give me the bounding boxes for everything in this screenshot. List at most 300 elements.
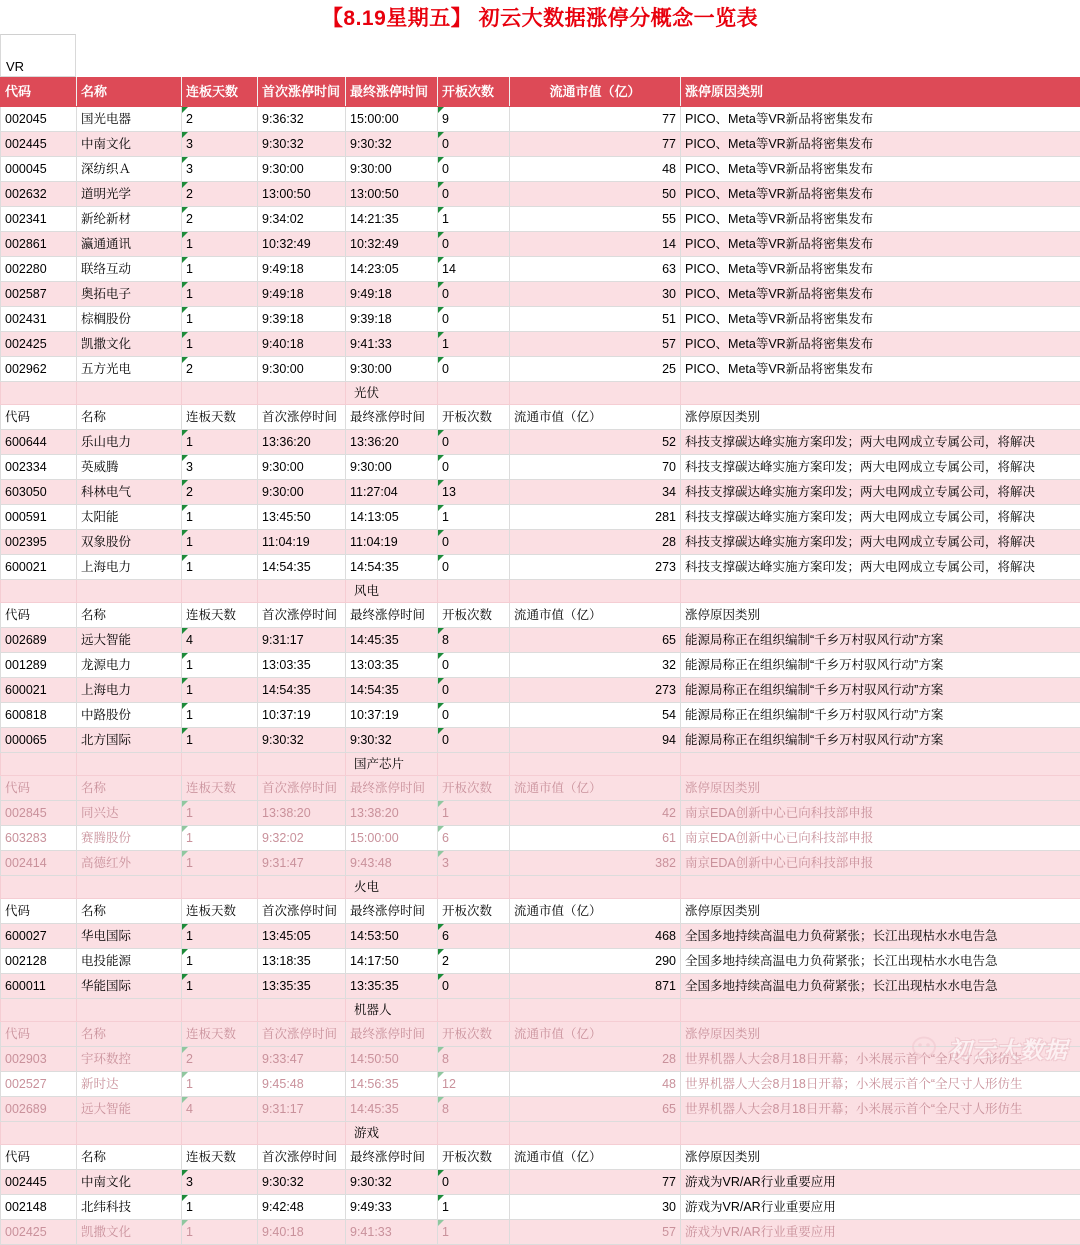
cell-reason: 能源局称正在组织编制“千乡万村驭风行动”方案 [681,628,1080,653]
cell-first-time: 9:30:32 [258,132,346,157]
cell-name: 中南文化 [77,1170,182,1195]
header-open-count[interactable]: 开板次数 [438,78,510,107]
cell-flag-icon [438,555,444,561]
subheader-first-time[interactable]: 首次涨停时间 [258,603,346,628]
cell-reason: 科技支撑碳达峰实施方案印发；两大电网成立专属公司，将解决 [681,480,1080,505]
cell-flag-icon [438,851,444,857]
subheader-code[interactable]: 代码 [1,1145,77,1170]
table-row[interactable] [1,332,1080,357]
cell-days: 4 [182,1097,258,1122]
cell-name: 科林电气 [77,480,182,505]
header-reason[interactable]: 涨停原因类别 [681,78,1080,107]
section-title-5[interactable]: 机器人 [346,999,438,1022]
cell-last-time: 9:30:32 [346,1170,438,1195]
subheader-days[interactable]: 连板天数 [182,776,258,801]
table-row[interactable] [1,974,1080,999]
header-days[interactable]: 连板天数 [182,78,258,107]
cell-code: 002425 [1,332,77,357]
section-tag-vr[interactable]: VR [0,34,76,77]
cell-reason: PICO、Meta等VR新品将密集发布 [681,182,1080,207]
subheader-open-count[interactable]: 开板次数 [438,776,510,801]
cell-days: 1 [182,851,258,876]
section-title-pad [510,999,681,1022]
cell-name: 新时达 [77,1072,182,1097]
subheader-code[interactable]: 代码 [1,405,77,430]
cell-code: 002431 [1,307,77,332]
cell-code: 002445 [1,132,77,157]
cell-flag-icon [182,132,188,138]
cell-name: 双象股份 [77,530,182,555]
header-last-time[interactable]: 最终涨停时间 [346,78,438,107]
cell-flag-icon [438,653,444,659]
cell-open-count: 0 [438,530,510,555]
cell-reason: 南京EDA创新中心已向科技部申报 [681,801,1080,826]
cell-market-cap: 281 [510,505,681,530]
cell-reason: 全国多地持续高温电力负荷紧张；长江出现枯水水电告急 [681,949,1080,974]
subheader-code[interactable]: 代码 [1,899,77,924]
subheader-reason[interactable]: 涨停原因类别 [681,1145,1080,1170]
cell-code: 002527 [1,1072,77,1097]
subheader-name[interactable]: 名称 [77,776,182,801]
table-row[interactable] [1,728,1080,753]
cell-last-time: 14:13:05 [346,505,438,530]
cell-open-count: 0 [438,430,510,455]
subheader-name[interactable]: 名称 [77,603,182,628]
subheader-reason[interactable]: 涨停原因类别 [681,405,1080,430]
subheader-days[interactable]: 连板天数 [182,405,258,430]
cell-first-time: 9:31:17 [258,1097,346,1122]
cell-open-count: 0 [438,307,510,332]
table-row[interactable] [1,505,1080,530]
table-row[interactable] [1,207,1080,232]
table-row[interactable] [1,1170,1080,1195]
table-row[interactable] [1,851,1080,876]
table-row[interactable] [1,924,1080,949]
cell-flag-icon [182,257,188,263]
cell-code: 002632 [1,182,77,207]
cell-code: 002861 [1,232,77,257]
cell-code: 600021 [1,555,77,580]
table-row[interactable] [1,1047,1080,1072]
table-row[interactable] [1,107,1080,132]
cell-reason: PICO、Meta等VR新品将密集发布 [681,232,1080,257]
section-title-pad [182,1122,258,1145]
cell-name: 龙源电力 [77,653,182,678]
cell-market-cap: 50 [510,182,681,207]
subheader-first-time[interactable]: 首次涨停时间 [258,1145,346,1170]
cell-flag-icon [182,555,188,561]
cell-days: 1 [182,974,258,999]
stock-limit-up-table [0,77,1080,1245]
table-row[interactable] [1,703,1080,728]
subheader-open-count[interactable]: 开板次数 [438,603,510,628]
cell-first-time: 9:30:32 [258,1170,346,1195]
cell-market-cap: 28 [510,530,681,555]
subheader-days[interactable]: 连板天数 [182,899,258,924]
subheader-market-cap[interactable]: 流通市值（亿） [510,1022,681,1047]
table-row[interactable] [1,282,1080,307]
cell-code: 600027 [1,924,77,949]
cell-market-cap: 54 [510,703,681,728]
table-row[interactable] [1,826,1080,851]
cell-open-count: 1 [438,505,510,530]
cell-first-time: 9:31:47 [258,851,346,876]
cell-last-time: 14:45:35 [346,628,438,653]
cell-first-time: 9:30:00 [258,455,346,480]
subheader-last-time[interactable]: 最终涨停时间 [346,405,438,430]
cell-first-time: 9:40:18 [258,332,346,357]
subheader-name[interactable]: 名称 [77,899,182,924]
cell-reason: 能源局称正在组织编制“千乡万村驭风行动”方案 [681,728,1080,753]
cell-last-time: 13:03:35 [346,653,438,678]
cell-last-time: 11:27:04 [346,480,438,505]
cell-name: 北纬科技 [77,1195,182,1220]
header-name[interactable]: 名称 [77,78,182,107]
cell-market-cap: 30 [510,282,681,307]
cell-reason: PICO、Meta等VR新品将密集发布 [681,257,1080,282]
cell-days: 1 [182,801,258,826]
cell-name: 奥拓电子 [77,282,182,307]
cell-flag-icon [182,1170,188,1176]
cell-name: 上海电力 [77,555,182,580]
section-title-6[interactable]: 游戏 [346,1122,438,1145]
cell-last-time: 14:53:50 [346,924,438,949]
cell-flag-icon [182,1072,188,1078]
cell-open-count: 0 [438,555,510,580]
cell-days: 3 [182,455,258,480]
section-title-pad [182,753,258,776]
cell-open-count: 0 [438,357,510,382]
cell-last-time: 9:43:48 [346,851,438,876]
cell-market-cap: 290 [510,949,681,974]
cell-name: 五方光电 [77,357,182,382]
subheader-days[interactable]: 连板天数 [182,1022,258,1047]
section-title-pad [1,1122,77,1145]
cell-code: 002445 [1,1170,77,1195]
table-row[interactable] [1,307,1080,332]
section-title-pad [1,876,77,899]
section-title-pad [77,876,182,899]
cell-flag-icon [182,357,188,363]
table-row[interactable] [1,801,1080,826]
table-row[interactable] [1,555,1080,580]
section-title-pad [438,580,510,603]
subheader-reason[interactable]: 涨停原因类别 [681,776,1080,801]
section-title-pad [258,1122,346,1145]
cell-flag-icon [182,1097,188,1103]
cell-open-count: 9 [438,107,510,132]
cell-open-count: 1 [438,332,510,357]
cell-reason: 世界机器人大会8月18日开幕；小米展示首个“全尺寸人形仿生 [681,1047,1080,1072]
table-row[interactable] [1,1195,1080,1220]
table-row[interactable] [1,182,1080,207]
cell-code: 002334 [1,455,77,480]
cell-last-time: 13:00:50 [346,182,438,207]
cell-last-time: 10:37:19 [346,703,438,728]
cell-market-cap: 77 [510,107,681,132]
cell-market-cap: 52 [510,430,681,455]
subheader-code[interactable]: 代码 [1,1022,77,1047]
subheader-last-time[interactable]: 最终涨停时间 [346,1145,438,1170]
subheader-open-count[interactable]: 开板次数 [438,899,510,924]
cell-days: 1 [182,1072,258,1097]
subheader-code[interactable]: 代码 [1,776,77,801]
cell-flag-icon [182,455,188,461]
cell-first-time: 13:45:50 [258,505,346,530]
cell-market-cap: 42 [510,801,681,826]
cell-days: 1 [182,728,258,753]
cell-first-time: 9:40:18 [258,1220,346,1245]
cell-name: 国光电器 [77,107,182,132]
section-title-pad [510,876,681,899]
table-row[interactable] [1,132,1080,157]
section-title-pad [258,382,346,405]
cell-first-time: 11:04:19 [258,530,346,555]
header-first-time[interactable]: 首次涨停时间 [258,78,346,107]
cell-market-cap: 34 [510,480,681,505]
section-title-1[interactable]: 光伏 [346,382,438,405]
section-title-pad [258,999,346,1022]
subheader-last-time[interactable]: 最终涨停时间 [346,1022,438,1047]
section-title-pad [258,876,346,899]
cell-market-cap: 273 [510,678,681,703]
cell-name: 新纶新材 [77,207,182,232]
cell-last-time: 13:36:20 [346,430,438,455]
cell-market-cap: 77 [510,1170,681,1195]
cell-code: 002689 [1,1097,77,1122]
cell-name: 远大智能 [77,1097,182,1122]
section-title-pad [438,1122,510,1145]
section-title-pad [681,382,1080,405]
cell-flag-icon [438,157,444,163]
cell-reason: 游戏为VR/AR行业重要应用 [681,1170,1080,1195]
subheader-market-cap[interactable]: 流通市值（亿） [510,603,681,628]
cell-market-cap: 871 [510,974,681,999]
subheader-reason[interactable]: 涨停原因类别 [681,899,1080,924]
table-row[interactable] [1,357,1080,382]
table-row[interactable] [1,1220,1080,1245]
cell-open-count: 0 [438,728,510,753]
subheader-first-time[interactable]: 首次涨停时间 [258,899,346,924]
cell-code: 002414 [1,851,77,876]
table-row[interactable] [1,653,1080,678]
section-title-pad [77,382,182,405]
cell-flag-icon [438,182,444,188]
section-title-pad [438,382,510,405]
section-title-pad [182,580,258,603]
subheader-last-time[interactable]: 最终涨停时间 [346,899,438,924]
subheader-open-count[interactable]: 开板次数 [438,405,510,430]
cell-last-time: 9:49:33 [346,1195,438,1220]
section-title-pad [77,1122,182,1145]
table-row[interactable] [1,455,1080,480]
table-row[interactable] [1,232,1080,257]
section-title-pad [681,876,1080,899]
table-row[interactable] [1,480,1080,505]
cell-reason: 科技支撑碳达峰实施方案印发；两大电网成立专属公司，将解决 [681,430,1080,455]
cell-market-cap: 14 [510,232,681,257]
cell-market-cap: 48 [510,1072,681,1097]
section-title-pad [510,1122,681,1145]
subheader-name[interactable]: 名称 [77,1022,182,1047]
cell-first-time: 9:36:32 [258,107,346,132]
subheader-first-time[interactable]: 首次涨停时间 [258,1022,346,1047]
cell-name: 华电国际 [77,924,182,949]
tag-row [0,34,1080,77]
cell-first-time: 14:54:35 [258,678,346,703]
cell-open-count: 0 [438,232,510,257]
cell-name: 凯撒文化 [77,332,182,357]
section-title-3[interactable]: 国产芯片 [346,753,438,776]
cell-market-cap: 51 [510,307,681,332]
cell-days: 2 [182,182,258,207]
cell-last-time: 10:32:49 [346,232,438,257]
subheader-days[interactable]: 连板天数 [182,603,258,628]
cell-flag-icon [438,628,444,634]
section-title-pad [1,753,77,776]
table-row[interactable] [1,257,1080,282]
subheader-market-cap[interactable]: 流通市值（亿） [510,1145,681,1170]
cell-name: 上海电力 [77,678,182,703]
subheader-code[interactable]: 代码 [1,603,77,628]
cell-name: 中南文化 [77,132,182,157]
cell-code: 002425 [1,1220,77,1245]
cell-flag-icon [438,132,444,138]
table-row[interactable] [1,678,1080,703]
table-row[interactable] [1,1072,1080,1097]
subheader-reason[interactable]: 涨停原因类别 [681,1022,1080,1047]
cell-last-time: 9:30:32 [346,728,438,753]
cell-first-time: 9:34:02 [258,207,346,232]
cell-market-cap: 273 [510,555,681,580]
cell-flag-icon [182,282,188,288]
cell-open-count: 0 [438,132,510,157]
cell-first-time: 9:30:00 [258,480,346,505]
section-title-2[interactable]: 风电 [346,580,438,603]
cell-flag-icon [182,1220,188,1226]
cell-flag-icon [438,703,444,709]
cell-name: 道明光学 [77,182,182,207]
cell-code: 600011 [1,974,77,999]
cell-flag-icon [182,157,188,163]
subheader-last-time[interactable]: 最终涨停时间 [346,603,438,628]
cell-code: 002280 [1,257,77,282]
cell-code: 001289 [1,653,77,678]
table-row[interactable] [1,157,1080,182]
subheader-reason[interactable]: 涨停原因类别 [681,603,1080,628]
section-title-row [1,1122,1080,1145]
cell-days: 1 [182,1195,258,1220]
cell-name: 联络互动 [77,257,182,282]
cell-flag-icon [438,480,444,486]
subheader-name[interactable]: 名称 [77,1145,182,1170]
cell-market-cap: 61 [510,826,681,851]
section-title-4[interactable]: 火电 [346,876,438,899]
cell-open-count: 0 [438,653,510,678]
cell-open-count: 8 [438,1097,510,1122]
subheader-name[interactable]: 名称 [77,405,182,430]
header-market-cap[interactable]: 流通市值（亿） [510,78,681,107]
subheader-last-time[interactable]: 最终涨停时间 [346,776,438,801]
cell-flag-icon [182,480,188,486]
section-subheader-row [1,899,1080,924]
table-row[interactable] [1,949,1080,974]
section-title-pad [258,753,346,776]
cell-first-time: 13:18:35 [258,949,346,974]
cell-reason: PICO、Meta等VR新品将密集发布 [681,282,1080,307]
cell-code: 002903 [1,1047,77,1072]
section-title-pad [1,999,77,1022]
cell-name: 凯撒文化 [77,1220,182,1245]
table-row[interactable] [1,1097,1080,1122]
cell-last-time: 14:21:35 [346,207,438,232]
cell-first-time: 9:49:18 [258,282,346,307]
cell-last-time: 14:45:35 [346,1097,438,1122]
cell-flag-icon [438,678,444,684]
cell-flag-icon [182,678,188,684]
cell-open-count: 1 [438,801,510,826]
cell-flag-icon [438,307,444,313]
cell-flag-icon [182,924,188,930]
title-bar [0,0,1080,34]
cell-reason: 能源局称正在组织编制“千乡万村驭风行动”方案 [681,678,1080,703]
table-row[interactable] [1,530,1080,555]
section-title-row [1,876,1080,899]
cell-flag-icon [438,1097,444,1103]
cell-name: 中路股份 [77,703,182,728]
section-title-pad [510,580,681,603]
cell-days: 1 [182,555,258,580]
cell-name: 华能国际 [77,974,182,999]
section-title-pad [510,382,681,405]
cell-days: 1 [182,703,258,728]
cell-flag-icon [438,801,444,807]
cell-reason: 世界机器人大会8月18日开幕；小米展示首个“全尺寸人形仿生 [681,1097,1080,1122]
cell-open-count: 0 [438,157,510,182]
subheader-days[interactable]: 连板天数 [182,1145,258,1170]
cell-last-time: 9:30:32 [346,132,438,157]
section-title-pad [77,999,182,1022]
subheader-open-count[interactable]: 开板次数 [438,1022,510,1047]
cell-reason: PICO、Meta等VR新品将密集发布 [681,307,1080,332]
cell-market-cap: 77 [510,132,681,157]
subheader-first-time[interactable]: 首次涨停时间 [258,776,346,801]
cell-code: 600021 [1,678,77,703]
subheader-open-count[interactable]: 开板次数 [438,1145,510,1170]
subheader-market-cap[interactable]: 流通市值（亿） [510,899,681,924]
cell-code: 002395 [1,530,77,555]
cell-last-time: 9:30:00 [346,157,438,182]
subheader-first-time[interactable]: 首次涨停时间 [258,405,346,430]
cell-flag-icon [182,232,188,238]
section-subheader-row [1,1022,1080,1047]
section-title-pad [77,580,182,603]
table-row[interactable] [1,628,1080,653]
subheader-market-cap[interactable]: 流通市值（亿） [510,405,681,430]
cell-flag-icon [182,949,188,955]
cell-flag-icon [182,851,188,857]
cell-flag-icon [438,207,444,213]
cell-name: 远大智能 [77,628,182,653]
table-row[interactable] [1,430,1080,455]
cell-last-time: 14:23:05 [346,257,438,282]
cell-name: 高德红外 [77,851,182,876]
cell-flag-icon [182,826,188,832]
cell-open-count: 0 [438,1170,510,1195]
header-code[interactable]: 代码 [1,78,77,107]
cell-flag-icon [182,332,188,338]
subheader-market-cap[interactable]: 流通市值（亿） [510,776,681,801]
